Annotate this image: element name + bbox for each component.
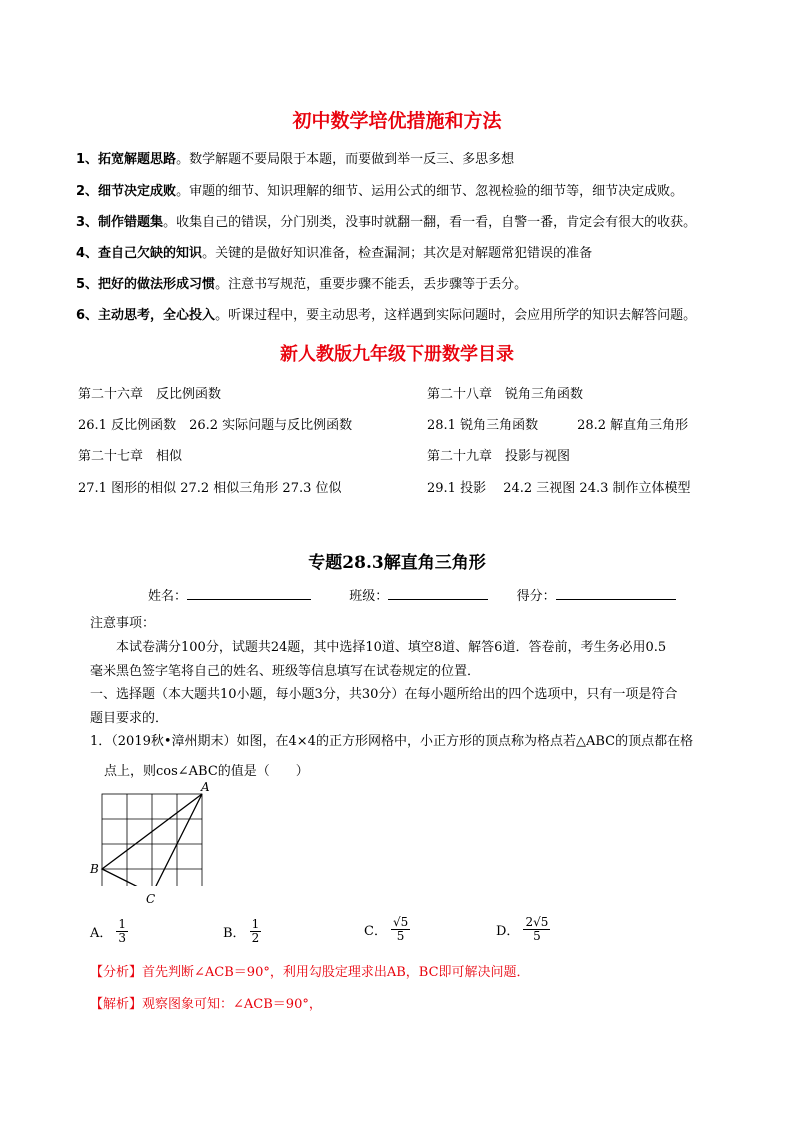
- toc-right-3: 第二十九章 投影与视图: [427, 449, 571, 464]
- toc-left-1: 第二十六章 反比例函数: [78, 387, 222, 402]
- solution-text: 观察图象可知：∠ACB＝90°，: [142, 997, 322, 1012]
- tips-title: 初中数学培优措施和方法: [292, 110, 502, 132]
- label-a: A: [201, 780, 210, 794]
- option-b-fraction: $\frac{1}{2}$: [251, 917, 260, 945]
- name-label: 姓名：: [148, 589, 188, 604]
- tip-heading: 把好的做法形成习惯: [98, 277, 216, 292]
- tip-number: 2、: [76, 184, 99, 199]
- tip-number: 3、: [76, 215, 99, 230]
- toc-right-4: 29.1 投影 24.2 三视图 24.3 制作立体模型: [427, 481, 691, 496]
- option-d[interactable]: [496, 916, 550, 943]
- tip-heading: 细节决定成败: [98, 184, 177, 199]
- option-a-letter: A．: [90, 926, 113, 941]
- option-c[interactable]: [364, 916, 410, 943]
- label-c: C: [146, 892, 156, 906]
- tip-heading: 制作错题集: [98, 215, 164, 230]
- option-d-letter: D．: [496, 924, 520, 939]
- tip-number: 6、: [76, 308, 99, 323]
- name-field[interactable]: [187, 587, 311, 600]
- option-a-fraction: $\frac{1}{3}$: [118, 917, 127, 945]
- option-a[interactable]: [90, 918, 128, 945]
- tip-heading: 拓宽解题思路: [98, 152, 177, 167]
- notice-line-2: 毫米黑色签字笔将自己的姓名、班级等信息填写在试卷规定的位置．: [90, 664, 481, 679]
- tip-item: [76, 242, 592, 261]
- tip-heading: 主动思考，全心投入: [98, 308, 216, 323]
- analysis-tag: 【分析】: [90, 965, 143, 980]
- toc-left-2: 26.1 反比例函数 26.2 实际问题与反比例函数: [78, 418, 353, 433]
- option-b[interactable]: [223, 918, 261, 945]
- option-d-fraction: $\frac{2√5}{5}$: [525, 915, 549, 943]
- toc-left-4: 27.1 图形的相似 27.2 相似三角形 27.3 位似: [78, 481, 342, 496]
- tip-text: 。听课过程中，要主动思考，这样遇到实际问题时，会应用所学的知识去解答问题。: [215, 308, 697, 323]
- score-label: 得分：: [516, 589, 556, 604]
- class-field[interactable]: [388, 587, 488, 600]
- section-line-2: 题目要求的．: [90, 711, 169, 726]
- solution-tag: 【解析】: [90, 997, 143, 1012]
- notice-label: 注意事项：: [90, 616, 156, 631]
- tip-text: 。数学解题不要局限于本题，而要做到举一反三、多思多想: [176, 152, 515, 167]
- tip-item: [76, 211, 696, 230]
- toc-right-2: 28.1 锐角三角函数 28.2 解直角三角形: [427, 418, 689, 433]
- tip-text: 。收集自己的错误，分门别类，没事时就翻一翻，看一看，自警一番，肯定会有很大的收获。: [163, 215, 697, 230]
- score-field[interactable]: [556, 587, 676, 600]
- tip-text: 。关键的是做好知识准备，检查漏洞；其次是对解题常犯错误的准备: [202, 246, 593, 261]
- toc-title: 新人教版九年级下册数学目录: [280, 344, 514, 365]
- notice-line-1: 本试卷满分100分，试题共24题，其中选择10道、填空8道、解答6道．答卷前，考生务必用0.5: [116, 640, 667, 655]
- tip-item: [76, 273, 527, 292]
- tip-item: [76, 148, 514, 167]
- label-b: B: [90, 862, 99, 876]
- grid-figure: [88, 780, 218, 886]
- question-1-line-2: 点上，则cos∠ABC的值是（ ）: [104, 764, 309, 779]
- toc-left-3: 第二十七章 相似: [78, 449, 183, 464]
- option-b-letter: B．: [223, 926, 246, 941]
- tip-number: 4、: [76, 246, 99, 261]
- toc-right-1: 第二十八章 锐角三角函数: [427, 387, 584, 402]
- question-1-line-1: 1．（2019秋•漳州期末）如图，在4×4的正方形网格中，小正方形的顶点称为格点若△ABC的顶点都在格: [90, 734, 694, 749]
- tip-item: [76, 304, 696, 323]
- student-info-row: [148, 585, 676, 604]
- tip-number: 1、: [76, 152, 99, 167]
- tip-text: 。注意书写规范，重要步骤不能丢，丢步骤等于丢分。: [215, 277, 528, 292]
- tip-heading: 查自己欠缺的知识: [98, 246, 203, 261]
- tip-number: 5、: [76, 277, 99, 292]
- analysis-text: 首先判断∠ACB＝90°，利用勾股定理求出AB，BC即可解决问题．: [142, 965, 530, 980]
- solution-line: [90, 993, 322, 1012]
- section-line-1: 一、选择题（本大题共10小题，每小题3分，共30分）在每小题所给出的四个选项中，只有一项是符合: [90, 687, 678, 702]
- option-c-letter: C．: [364, 924, 387, 939]
- class-label: 班级：: [349, 589, 389, 604]
- analysis-line: [90, 961, 530, 980]
- tip-text: 。审题的细节、知识理解的细节、运用公式的细节、忽视检验的细节等，细节决定成败。: [176, 184, 684, 199]
- option-c-fraction: $\frac{√5}{5}$: [392, 915, 409, 943]
- tip-item: [76, 180, 683, 199]
- exam-title: 专题28.3解直角三角形: [308, 553, 486, 573]
